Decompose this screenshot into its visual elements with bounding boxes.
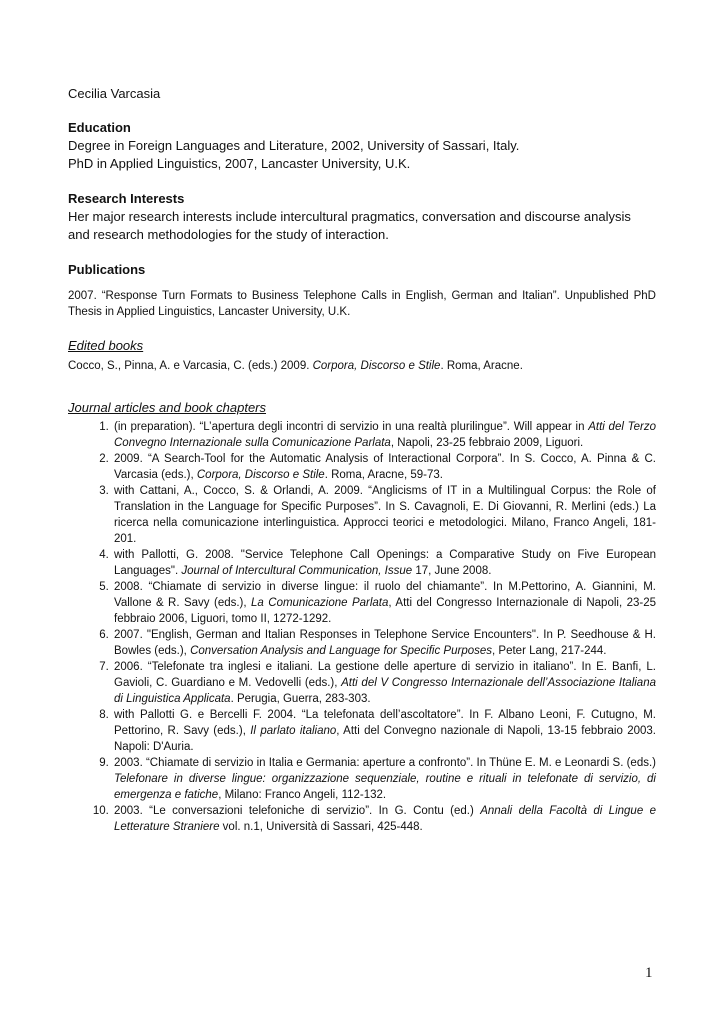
education-line: Degree in Foreign Languages and Literature, 2002, University of Sassari, Italy.: [68, 138, 520, 153]
page-number: 1: [645, 965, 653, 981]
journal-list: [68, 419, 656, 835]
journal-heading: Journal articles and book chapters: [68, 400, 267, 415]
list-item: 4. with Pallotti, G. 2008. "Service Telephone Call Openings: a Comparative Study on Five European Languages". Journal of Intercultural Communication, Issue 17, June 2008.: [112, 547, 656, 579]
research-heading: Research Interests: [68, 191, 185, 206]
thesis-entry: 2007. “Response Turn Formats to Business Telephone Calls in English, German and Italian”. Unpublished PhD Thesis in Applied Linguistics, Lancaster University, U.K.: [68, 290, 656, 318]
list-item: 5. 2008. “Chiamate di servizio in diverse lingue: il ruolo del chiamante”. In M.Pettorino, A. Giannini, M. Vallone & R. Savy (eds.), La Comunicazione Parlata, Atti del Congresso Internazionale di Napoli, 23-25 febbraio 2006, Liguori, tomo II, 1272-1292.: [112, 579, 656, 627]
list-item: 10. 2003. “Le conversazioni telefoniche di servizio”. In G. Contu (ed.) Annali della Facoltà di Lingue e Letterature Straniere vol. n.1, Università di Sassari, 425-448.: [112, 803, 656, 835]
list-item: 3. with Cattani, A., Cocco, S. & Orlandi, A. 2009. “Anglicisms of IT in a Multilingual Corpus: the Role of Translation in the Language for Specific Purposes”. In S. Cavagnoli, E. Di Giovanni, R. Merlini (eds.) La ricerca nella comunicazione interlinguistica. Approcci teorici e metodologici. Milano, Franco Angeli, 181-201.: [112, 483, 656, 547]
edited-books-heading: Edited books: [68, 338, 144, 353]
education-heading: Education: [68, 120, 131, 135]
list-item: 2. 2009. “A Search-Tool for the Automatic Analysis of Interactional Corpora”. In S. Cocco, A. Pinna & C. Varcasia (eds.), Corpora, Discorso e Stile. Roma, Aracne, 59-73.: [112, 451, 656, 483]
list-item: 1. (in preparation). “L’apertura degli incontri di servizio in una realtà plurilingue”. Will appear in Atti del Terzo Convegno Internazionale sulla Comunicazione Parlata, Napoli, 23-25 febbraio 2009, Liguori.: [112, 419, 656, 451]
list-item: 6. 2007. "English, German and Italian Responses in Telephone Service Encounters". In P. Seedhouse & H. Bowles (eds.), Conversation Analysis and Language for Specific Purposes, Peter Lang, 217-244.: [112, 627, 656, 659]
list-item: 9. 2003. “Chiamate di servizio in Italia e Germania: aperture a confronto”. In Thüne E. M. e Leonardi S. (eds.) Telefonare in diverse lingue: organizzazione sequenziale, routine e rituali in telefonate di servizio, di emergenza e fatiche, Milano: Franco Angeli, 112-132.: [112, 755, 656, 803]
author-name: Cecilia Varcasia: [68, 86, 161, 101]
publications-heading: Publications: [68, 262, 146, 277]
edited-book-entry: Cocco, S., Pinna, A. e Varcasia, C. (eds.) 2009. Corpora, Discorso e Stile. Roma, Aracne.: [68, 360, 523, 372]
list-item: 7. 2006. “Telefonate tra inglesi e italiani. La gestione delle aperture di servizio in italiano”. In E. Banfi, L. Gavioli, C. Guardiano e M. Vedovelli (eds.), Atti del V Congresso Internazionale dell’Associazione Italiana di Linguistica Applicata. Perugia, Guerra, 283-303.: [112, 659, 656, 707]
cv-page: [68, 86, 656, 835]
research-text: Her major research interests include intercultural pragmatics, conversation and discourse analysis and research methodologies for the study of interaction.: [68, 209, 631, 242]
education-line: PhD in Applied Linguistics, 2007, Lancaster University, U.K.: [68, 156, 411, 171]
list-item: 8. with Pallotti G. e Bercelli F. 2004. “La telefonata dell’ascoltatore”. In F. Albano Leoni, F. Cutugno, M. Pettorino, R. Savy (eds.), Il parlato italiano, Atti del Convegno nazionale di Napoli, 13-15 febbraio 2003. Napoli: D'Auria.: [112, 707, 656, 755]
